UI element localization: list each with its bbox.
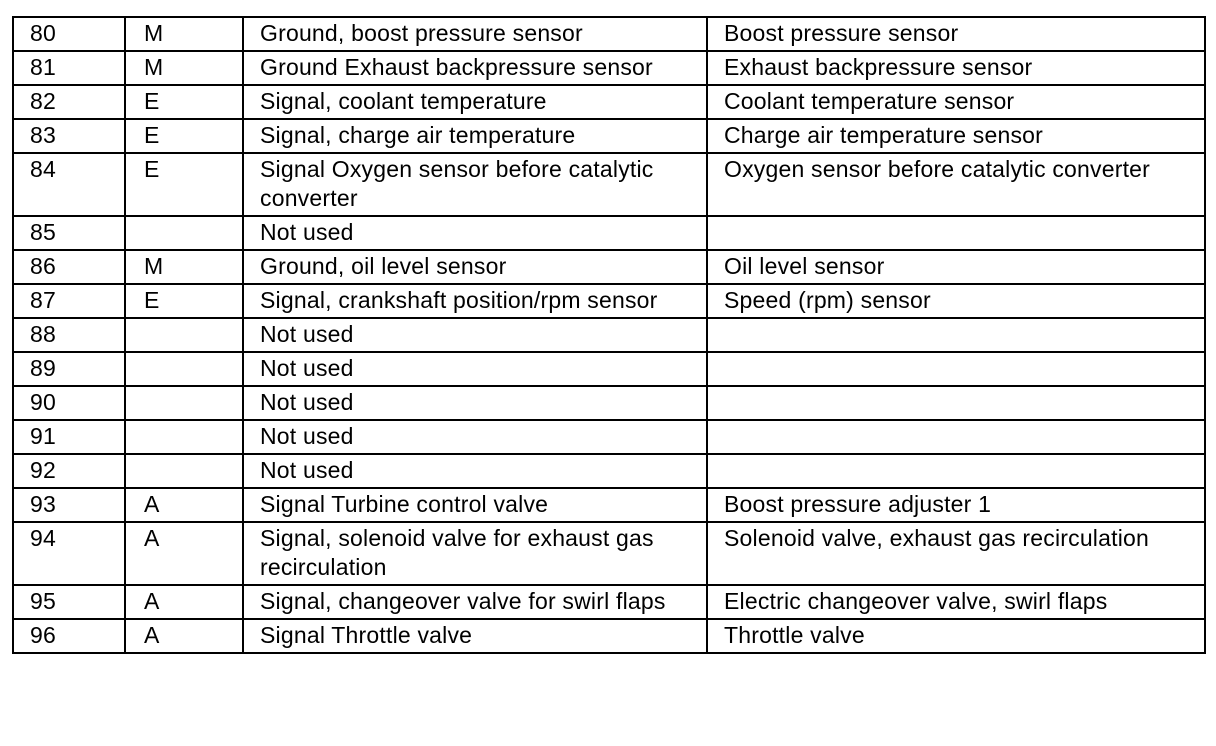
component-cell: Oil level sensor — [707, 250, 1205, 284]
pin-number-cell: 83 — [13, 119, 125, 153]
signal-description-cell: Signal, solenoid valve for exhaust gas recirculation — [243, 522, 707, 585]
pin-number-cell: 86 — [13, 250, 125, 284]
component-cell: Oxygen sensor before catalytic converter — [707, 153, 1205, 216]
pin-assignment-table — [12, 16, 1206, 654]
signal-description-cell: Ground, boost pressure sensor — [243, 17, 707, 51]
component-cell: Throttle valve — [707, 619, 1205, 653]
pin-number-cell: 95 — [13, 585, 125, 619]
component-cell — [707, 216, 1205, 250]
component-cell: Charge air temperature sensor — [707, 119, 1205, 153]
signal-description-cell: Signal, charge air temperature — [243, 119, 707, 153]
pin-number-cell: 89 — [13, 352, 125, 386]
component-cell: Speed (rpm) sensor — [707, 284, 1205, 318]
table-row — [13, 619, 1205, 653]
pin-number-cell: 85 — [13, 216, 125, 250]
signal-description-cell: Signal Oxygen sensor before catalytic converter — [243, 153, 707, 216]
pin-number-cell: 84 — [13, 153, 125, 216]
component-cell: Exhaust backpressure sensor — [707, 51, 1205, 85]
signal-type-cell: A — [125, 585, 243, 619]
table-row — [13, 250, 1205, 284]
signal-description-cell: Not used — [243, 318, 707, 352]
signal-description-cell: Not used — [243, 216, 707, 250]
table-row — [13, 318, 1205, 352]
signal-type-cell: M — [125, 51, 243, 85]
table-row — [13, 352, 1205, 386]
signal-type-cell — [125, 420, 243, 454]
pin-number-cell: 82 — [13, 85, 125, 119]
pin-number-cell: 90 — [13, 386, 125, 420]
signal-type-cell: A — [125, 619, 243, 653]
table-row — [13, 585, 1205, 619]
signal-type-cell — [125, 352, 243, 386]
table-row — [13, 153, 1205, 216]
component-cell: Solenoid valve, exhaust gas recirculation — [707, 522, 1205, 585]
component-cell — [707, 386, 1205, 420]
pin-number-cell: 87 — [13, 284, 125, 318]
table-row — [13, 119, 1205, 153]
component-cell: Electric changeover valve, swirl flaps — [707, 585, 1205, 619]
component-cell — [707, 454, 1205, 488]
table-row — [13, 51, 1205, 85]
table-row — [13, 522, 1205, 585]
signal-type-cell — [125, 318, 243, 352]
signal-type-cell: E — [125, 153, 243, 216]
pin-number-cell: 96 — [13, 619, 125, 653]
signal-description-cell: Signal, coolant temperature — [243, 85, 707, 119]
signal-description-cell: Ground Exhaust backpressure sensor — [243, 51, 707, 85]
component-cell — [707, 352, 1205, 386]
signal-description-cell: Not used — [243, 352, 707, 386]
pin-number-cell: 93 — [13, 488, 125, 522]
signal-description-cell: Not used — [243, 454, 707, 488]
pin-number-cell: 91 — [13, 420, 125, 454]
signal-type-cell — [125, 454, 243, 488]
pin-number-cell: 92 — [13, 454, 125, 488]
pin-number-cell: 81 — [13, 51, 125, 85]
signal-type-cell: A — [125, 522, 243, 585]
table-row — [13, 488, 1205, 522]
component-cell — [707, 420, 1205, 454]
signal-type-cell: E — [125, 119, 243, 153]
pin-table-body — [13, 17, 1205, 653]
table-row — [13, 17, 1205, 51]
signal-type-cell — [125, 386, 243, 420]
signal-type-cell: M — [125, 250, 243, 284]
signal-type-cell: M — [125, 17, 243, 51]
table-row — [13, 386, 1205, 420]
signal-description-cell: Signal, crankshaft position/rpm sensor — [243, 284, 707, 318]
pin-number-cell: 94 — [13, 522, 125, 585]
table-row — [13, 85, 1205, 119]
pin-number-cell: 80 — [13, 17, 125, 51]
component-cell — [707, 318, 1205, 352]
signal-description-cell: Signal, changeover valve for swirl flaps — [243, 585, 707, 619]
component-cell: Boost pressure adjuster 1 — [707, 488, 1205, 522]
table-row — [13, 420, 1205, 454]
signal-type-cell: E — [125, 284, 243, 318]
signal-type-cell: A — [125, 488, 243, 522]
signal-type-cell: E — [125, 85, 243, 119]
signal-description-cell: Not used — [243, 386, 707, 420]
table-row — [13, 284, 1205, 318]
table-row — [13, 216, 1205, 250]
signal-description-cell: Not used — [243, 420, 707, 454]
table-row — [13, 454, 1205, 488]
signal-description-cell: Ground, oil level sensor — [243, 250, 707, 284]
signal-description-cell: Signal Throttle valve — [243, 619, 707, 653]
pin-number-cell: 88 — [13, 318, 125, 352]
component-cell: Coolant temperature sensor — [707, 85, 1205, 119]
signal-type-cell — [125, 216, 243, 250]
component-cell: Boost pressure sensor — [707, 17, 1205, 51]
signal-description-cell: Signal Turbine control valve — [243, 488, 707, 522]
